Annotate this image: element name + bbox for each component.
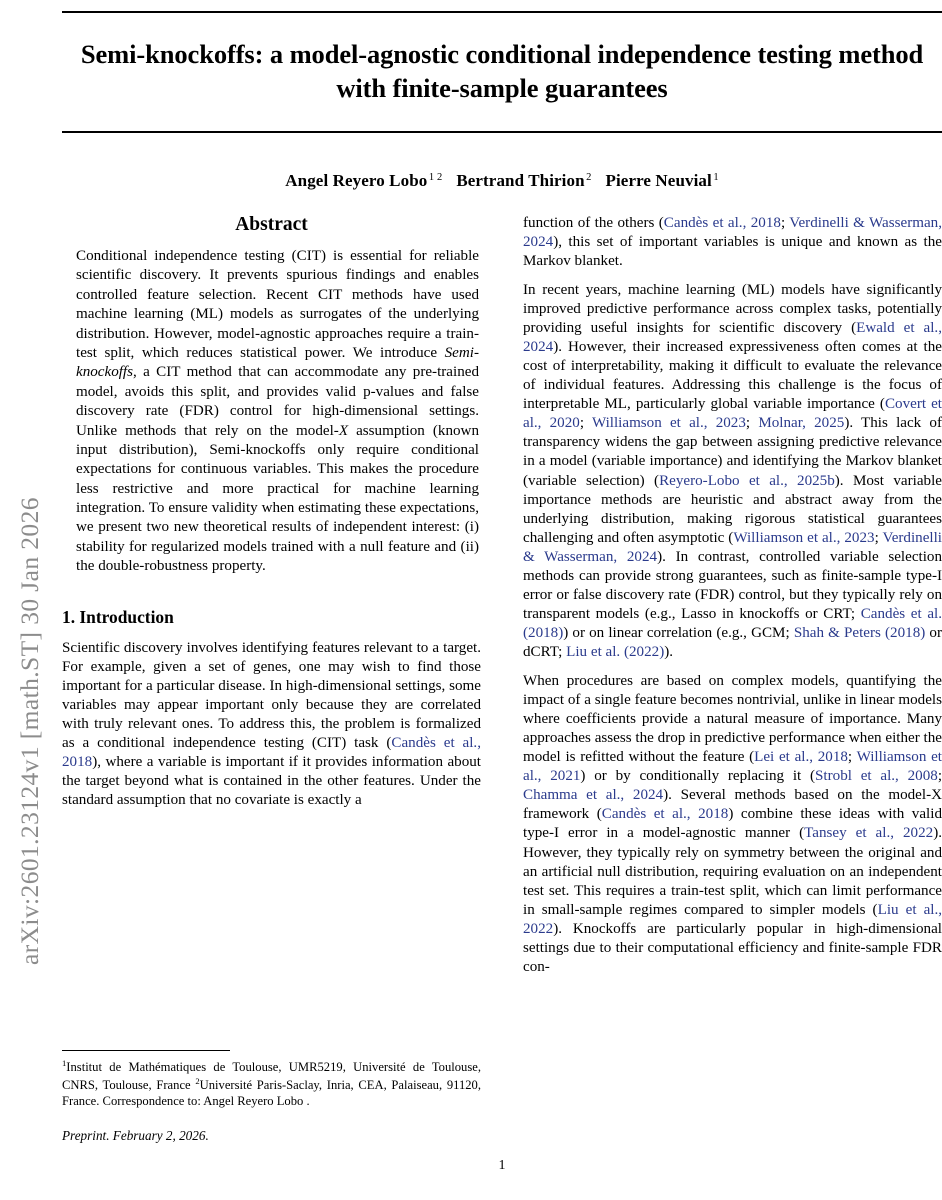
footnote-marker-2: 2	[195, 1075, 200, 1086]
title-rule-top	[62, 11, 942, 13]
citation-link[interactable]: Candès et al., 2018	[601, 806, 729, 823]
author-name: Bertrand Thirion	[456, 171, 585, 191]
page-title: Semi-knockoffs: a model-agnostic conditional independence testing method with finite-sample guarantees	[80, 39, 924, 103]
footnote-body: Institut de Mathématiques de Toulouse, UMR5219, Université de Toulouse, CNRS, Toulouse, France $^2$Université Paris-Saclay, Inria, CEA, Palaiseau, 91120, France. Correspondence to: Angel Reyero Lobo .	[62, 1060, 481, 1109]
title-block	[62, 0, 942, 191]
left-column	[62, 214, 481, 1154]
title-rule-bottom	[62, 131, 942, 133]
citation-link[interactable]: Verdinelli & Wasserman, 2024	[523, 529, 942, 565]
footnote-block	[62, 1050, 481, 1154]
body-paragraph: function of the others (Candès et al., 2018; Verdinelli & Wasserman, 2024), this set of important variables is unique and known as the Markov blanket.	[523, 215, 942, 270]
citation-link[interactable]: Liu et al., 2022	[523, 901, 942, 937]
body-paragraph: In recent years, machine learning (ML) models have significantly improved predictive performance across complex tasks, potentially providing useful insights for scientific discovery (Ewald et al., 2024). However, their increased expressiveness often comes at the cost of interpretability, making it difficult to evaluate the relevance of individual features. Addressing this challenge is the focus of interpretable ML, particularly global variable importance (Covert et al., 2020; Williamson et al., 2023; Molnar, 2025). This lack of transparency widens the gap between assigning predictive relevance in a model (variable importance) and identifying the Markov blanket (variable selection) (Reyero-Lobo et al., 2025b). Most variable importance methods are heuristic and abstract away from the underlying distribution, making rigorous statistical guarantees challenging and often asymptotic (Williamson et al., 2023; Verdinelli & Wasserman, 2024). In contrast, controlled variable selection methods can provide strong guarantees, such as finite-sample type-I error or false discovery rate (FDR) control, but they typically rely on transparent models (e.g., Lasso in knockoffs or CRT; Candès et al. (2018)) or on linear correlation (e.g., GCM; Shah & Peters (2018) or dCRT; Liu et al. (2022)).	[523, 281, 942, 661]
citation-link[interactable]: Verdinelli & Wasserman, 2024	[523, 215, 942, 251]
citation-link[interactable]: Williamson et al., 2023	[591, 415, 746, 432]
body-paragraph: When procedures are based on complex models, quantifying the impact of a single feature becomes nontrivial, unlike in linear models where coefficients provide a natural measure of importance. Many approaches assess the drop in predictive performance when either the model is refitted without the feature (Lei et al., 2018; Williamson et al., 2021) or by conditionally replacing it (Strobl et al., 2008; Chamma et al., 2024). Several methods based on the model-X framework (Candès et al., 2018) combine these ideas with valid type-I error in a model-agnostic manner (Tansey et al., 2022). However, they typically rely on symmetry between the original and an artificial null distribution, requiring evaluation on an independent test set. This requires a train-test split, which can limit performance in small-sample regimes compared to simpler models (Liu et al., 2022). Knockoffs are particularly popular in high-dimensional settings due to their computational efficiency and finite-sample FDR con-	[523, 672, 942, 975]
footnote-marker-1: 1	[62, 1057, 67, 1068]
author-name: Pierre Neuvial	[605, 171, 712, 191]
author-affiliation-marker: 1 2	[428, 171, 443, 183]
citation-link[interactable]: Shah & Peters (2018)	[793, 625, 926, 642]
section-heading-introduction: 1. Introduction	[62, 606, 174, 627]
arxiv-stamp-text: arXiv:2601.23124v1 [math.ST] 30 Jan 2026	[15, 497, 44, 965]
citation-link[interactable]: Molnar, 2025	[758, 415, 845, 432]
citation-link[interactable]: Reyero-Lobo et al., 2025b	[659, 472, 835, 489]
citation-link[interactable]: Liu et al. (2022)	[566, 644, 665, 661]
citation-link[interactable]: Williamson et al., 2021	[523, 749, 942, 785]
author-name: Angel Reyero Lobo	[285, 171, 428, 191]
citation-link[interactable]: Candès et al., 2018	[62, 735, 481, 771]
citation-link[interactable]: Strobl et al., 2008	[815, 768, 938, 785]
page-number: 1	[498, 1158, 506, 1173]
method-name: Semi-knockoffs	[76, 344, 479, 381]
author-entry	[456, 171, 591, 190]
arxiv-stamp	[0, 0, 62, 1200]
author-affiliation-marker: 1	[713, 171, 719, 183]
citation-link[interactable]: Lei et al., 2018	[754, 749, 848, 766]
two-column-body	[62, 214, 942, 1154]
model-x-symbol: X	[338, 422, 349, 439]
author-entry	[285, 171, 442, 190]
intro-paragraph: Scientific discovery involves identifying features relevant to a target. For example, given a set of genes, one may wish to find those important for a particular disease. In high-dimensional settings, some variables may appear important only because they are correlated with truly relevant ones. To address this, the problem is formalized as a conditional independence testing (CIT) task (Candès et al., 2018), where a variable is important if it provides information about the target beyond what is contained in the other features. Under the standard assumption that no covariate is exactly a	[62, 639, 481, 809]
abstract-heading: Abstract	[235, 214, 308, 235]
footnote-rule	[62, 1050, 230, 1051]
citation-link[interactable]: Candès et al., 2018	[663, 215, 781, 231]
paper-page	[62, 0, 942, 1200]
citation-link[interactable]: Chamma et al., 2024	[523, 787, 664, 804]
right-column	[523, 214, 942, 1154]
preprint-notice: Preprint. February 2, 2026.	[62, 1127, 209, 1143]
abstract-paragraph: Conditional independence testing (CIT) is essential for reliable scientific discovery. It prevents spurious findings and enables controlled feature selection. Recent CIT methods have used machine learning (ML) models as surrogates of the underlying distribution. However, model-agnostic approaches require a train-test split, which reduces statistical power. We introduce Semi-knockoffs, a CIT method that can accommodate any pre-trained model, avoids this split, and provides valid p-values and false discovery rate (FDR) control for high-dimensional settings. Unlike methods that rely on the model-X assumption (known input distribution), Semi-knockoffs only require conditional expectations for continuous variables. This makes the procedure less restrictive and more practical for machine learning integration. To ensure validity when estimating these expectations, we present two new theoretical results of independent interest: (i) stability for regularized models trained with a null feature and (ii) the double-robustness property.	[76, 248, 479, 575]
citation-link[interactable]: Candès et al. (2018)	[523, 606, 942, 642]
author-list	[62, 171, 942, 191]
abstract-body	[76, 247, 479, 577]
author-entry	[606, 171, 719, 190]
citation-link[interactable]: Williamson et al., 2023	[733, 529, 875, 546]
author-affiliation-marker: 2	[586, 171, 592, 183]
citation-link[interactable]: Ewald et al., 2024	[523, 319, 942, 355]
citation-link[interactable]: Tansey et al., 2022	[804, 825, 934, 842]
citation-link[interactable]: Covert et al., 2020	[523, 396, 942, 432]
footnote-affiliations	[62, 1058, 481, 1110]
